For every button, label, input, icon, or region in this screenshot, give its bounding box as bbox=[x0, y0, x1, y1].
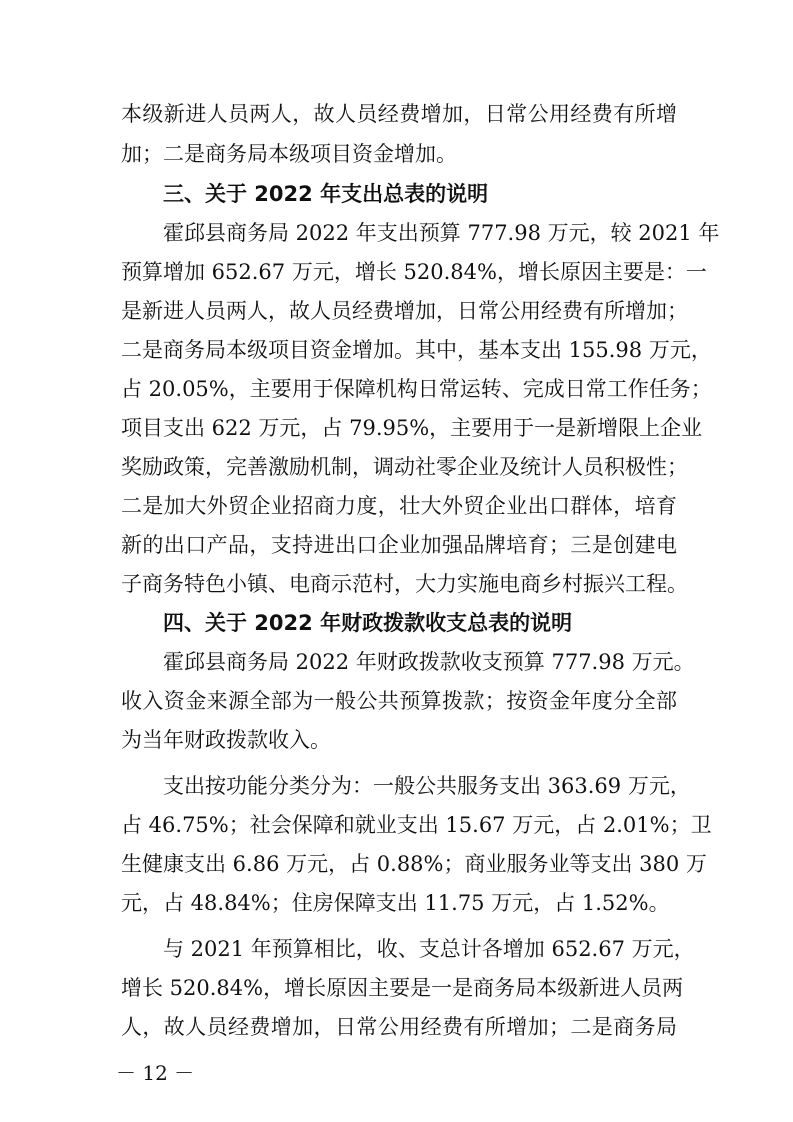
text-line-5: 预算增加 652.67 万元，增长 520.84%，增长原因主要是：一 bbox=[121, 260, 707, 284]
text-line-10: 奖励政策，完善激励机制，调动社零企业及统计人员积极性； bbox=[121, 455, 688, 479]
text-line-1: 本级新进人员两人，故人员经费增加，日常公用经费有所增 bbox=[121, 102, 677, 126]
text-line-15: 霍邱县商务局 2022 年财政拨款收支预算 777.98 万元。 bbox=[163, 650, 695, 674]
section-heading-4: 四、关于 2022 年财政拨款收支总表的说明 bbox=[163, 611, 573, 635]
text-line-19: 占 46.75%；社会保障和就业支出 15.67 万元，占 2.01%；卫 bbox=[121, 813, 712, 837]
text-line-13: 子商务特色小镇、电商示范村，大力实施电商乡村振兴工程。 bbox=[121, 572, 688, 596]
text-line-7: 二是商务局本级项目资金增加。其中，基本支出 155.98 万元， bbox=[121, 338, 712, 362]
text-line-12: 新的出口产品，支持进出口企业加强品牌培育；三是创建电 bbox=[121, 533, 677, 557]
text-line-21: 元，占 48.84%；住房保障支出 11.75 万元，占 1.52%。 bbox=[121, 891, 670, 915]
text-line-24: 人，故人员经费增加，日常公用经费有所增加；二是商务局 bbox=[121, 1015, 677, 1039]
page-number: － 12 － bbox=[116, 1061, 195, 1085]
text-line-9: 项目支出 622 万元，占 79.95%，主要用于一是新增限上企业 bbox=[121, 416, 703, 440]
text-line-16: 收入资金来源全部为一般公共预算拨款；按资金年度分全部 bbox=[121, 689, 677, 713]
section-heading-3: 三、关于 2022 年支出总表的说明 bbox=[163, 182, 489, 206]
text-line-8: 占 20.05%，主要用于保障机构日常运转、完成日常工作任务； bbox=[121, 377, 712, 401]
text-line-4: 霍邱县商务局 2022 年支出预算 777.98 万元，较 2021 年 bbox=[163, 221, 720, 245]
text-line-2: 加；二是商务局本级项目资金增加。 bbox=[121, 142, 457, 166]
text-line-6: 是新进人员两人，故人员经费增加，日常公用经费有所增加； bbox=[121, 299, 688, 323]
text-line-22: 与 2021 年预算相比，收、支总计各增加 652.67 万元， bbox=[163, 937, 695, 961]
text-line-17: 为当年财政拨款收入。 bbox=[121, 728, 331, 752]
text-line-18: 支出按功能分类分为：一般公共服务支出 363.69 万元， bbox=[163, 774, 691, 798]
text-line-20: 生健康支出 6.86 万元，占 0.88%；商业服务业等支出 380 万 bbox=[121, 852, 707, 876]
text-line-23: 增长 520.84%，增长原因主要是一是商务局本级新进人员两 bbox=[121, 976, 684, 1000]
text-line-11: 二是加大外贸企业招商力度，壮大外贸企业出口群体，培育 bbox=[121, 494, 677, 518]
